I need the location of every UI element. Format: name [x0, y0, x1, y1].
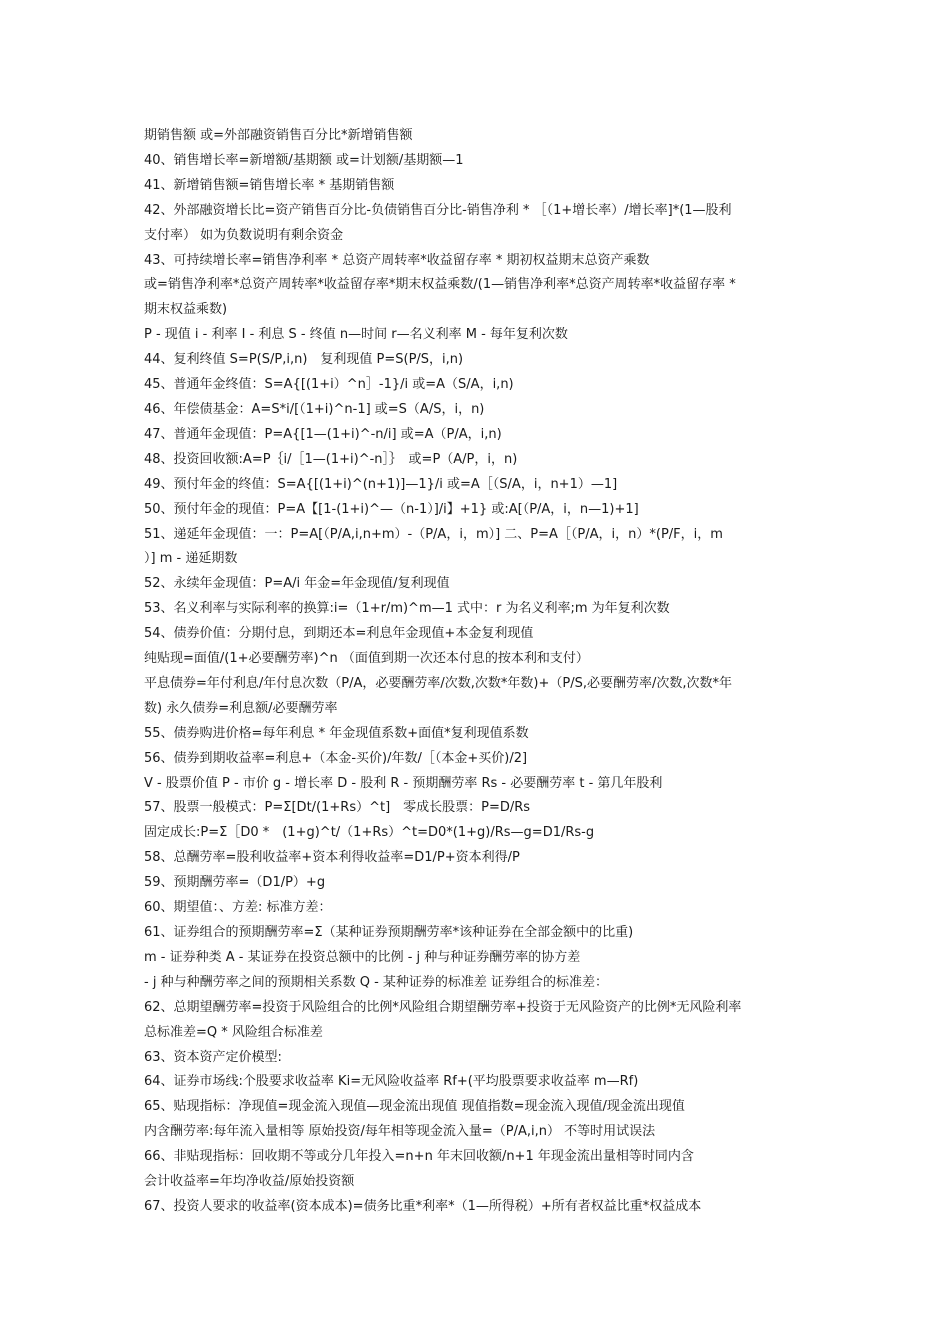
text-line: 42、外部融资增长比=资产销售百分比-负债销售百分比-销售净利 * ［（1+增长率）/增长率]*(1—股利 [144, 202, 732, 218]
text-line: 48、投资回收额:A=P｛i/［1—(1+i)^-n］｝ 或=P（A/P，i，n) [144, 451, 518, 467]
text-line: 55、债券购进价格=每年利息 * 年金现值系数+面值*复利现值系数 [144, 725, 529, 741]
text-line: 46、年偿债基金：A=S*i/[（1+i)^n-1] 或=S（A/S，i，n) [144, 401, 485, 417]
text-line: 或=销售净利率*总资产周转率*收益留存率*期末权益乘数/(1—销售净利率*总资产周转率*收益留存率 * [144, 277, 736, 293]
text-line: 61、证券组合的预期酬劳率=Σ（某种证券预期酬劳率*该种证券在全部金额中的比重) [144, 925, 634, 940]
text-line: 期销售额 或=外部融资销售百分比*新增销售额 [144, 128, 413, 143]
text-line: 66、非贴现指标：回收期不等或分几年投入=n+n 年末回收额/n+1 年现金流出量相等时同内含 [144, 1149, 694, 1165]
text-line: 固定成长:P=Σ［D0 * (1+g)^t/（1+Rs）^t=D0*(1+g)/Rs—g=D1/Rs-g [144, 825, 595, 841]
text-line: 45、普通年金终值：S=A{[(1+i）^n］-1}/i 或=A（S/A，i,n) [144, 377, 514, 393]
text-line: 53、名义利率与实际利率的换算:i=（1+r/m)^m—1 式中：r 为名义利率;m 为年复利次数 [144, 601, 670, 617]
text-line: 60、期望值：、方差: 标准方差： [144, 900, 332, 916]
text-line: P - 现值 i - 利率 I - 利息 S - 终值 n—时间 r—名义利率 M - 每年复利次数 [144, 327, 568, 343]
text-line: 纯贴现=面值/(1+必要酬劳率)^n （面值到期一次还本付息的按本利和支付） [144, 651, 589, 667]
text-line: 58、总酬劳率=股利收益率+资本利得收益率=D1/P+资本利得/P [144, 850, 520, 866]
text-line: 41、新增销售额=销售增长率 * 基期销售额 [144, 177, 395, 193]
text-line: 43、可持续增长率=销售净利率 * 总资产周转率*收益留存率 * 期初权益期末总资产乘数 [144, 252, 650, 268]
text-line: 内含酬劳率:每年流入量相等 原始投资/每年相等现金流入量=（P/A,i,n） 不等时用试误法 [144, 1124, 656, 1140]
text-line: 65、贴现指标：净现值=现金流入现值—现金流出现值 现值指数=现金流入现值/现金流出现值 [144, 1099, 685, 1115]
text-line: 总标准差=Q * 风险组合标准差 [144, 1024, 323, 1040]
text-line: 平息债券=年付利息/年付息次数（P/A，必要酬劳率/次数,次数*年数)+（P/S,必要酬劳率/次数,次数*年 [144, 675, 732, 691]
text-line: 44、复利终值 S=P(S/P,i,n) 复利现值 P=S(P/S，i,n) [144, 352, 464, 368]
text-line: 50、预付年金的现值：P=A【[1-(1+i)^—（n-1）]/i】+1} 或:A[（P/A，i，n—1)+1] [144, 501, 639, 517]
text-line: 54、债券价值：分期付息，到期还本=利息年金现值+本金复利现值 [144, 626, 534, 642]
text-line: - j 种与种酬劳率之间的预期相关系数 Q - 某种证券的标准差 证券组合的标准差： [144, 974, 609, 990]
text-line: 56、债券到期收益率=利息+（本金-买价)/年数/［（本金+买价)/2] [144, 750, 528, 766]
text-line: 会计收益率=年均净收益/原始投资额 [144, 1174, 355, 1190]
text-line: 51、递延年金现值：一：P=A[（P/A,i,n+m）-（P/A，i，m）] 二、P=A［（P/A，i，n）*(P/F，i，m [144, 526, 723, 542]
text-line: m - 证券种类 A - 某证券在投资总额中的比例 - j 种与种证券酬劳率的协方差 [144, 949, 581, 965]
text-line: 49、预付年金的终值：S=A{[(1+i)^(n+1)]—1}/i 或=A［（S/A，i，n+1）—1] [144, 476, 618, 492]
text-line: 64、证券市场线:个股要求收益率 Ki=无风险收益率 Rf+(平均股票要求收益率 m—Rf) [144, 1074, 639, 1090]
text-line: 59、预期酬劳率=（D1/P）+g [144, 875, 326, 891]
text-line: 期末权益乘数) [144, 302, 228, 318]
text-line: 支付率） 如为负数说明有剩余资金 [144, 227, 344, 243]
text-line: 67、投资人要求的收益率(资本成本)=债务比重*利率*（1—所得税）+所有者权益比重*权益成本 [144, 1198, 702, 1214]
text-line: 62、总期望酬劳率=投资于风险组合的比例*风险组合期望酬劳率+投资于无风险资产的比例*无风险利率 [144, 999, 742, 1015]
text-line: V - 股票价值 P - 市价 g - 增长率 D - 股利 R - 预期酬劳率 Rs - 必要酬劳率 t - 第几年股利 [144, 775, 663, 791]
text-line: 57、股票一般模式：P=Σ[Dt/(1+Rs）^t] 零成长股票：P=D/Rs [144, 800, 531, 816]
text-line: ）] m - 递延期数 [144, 551, 238, 567]
text-line: 47、普通年金现值：P=A{[1—(1+i)^-n/i] 或=A（P/A，i,n) [144, 426, 502, 442]
text-line: 52、永续年金现值：P=A/i 年金=年金现值/复利现值 [144, 576, 450, 592]
text-line: 63、资本资产定价模型: [144, 1049, 282, 1065]
text-line: 数) 永久债券=利息额/必要酬劳率 [144, 700, 338, 716]
formula-list [144, 124, 814, 1220]
text-line: 40、销售增长率=新增额/基期额 或=计划额/基期额—1 [144, 152, 464, 168]
